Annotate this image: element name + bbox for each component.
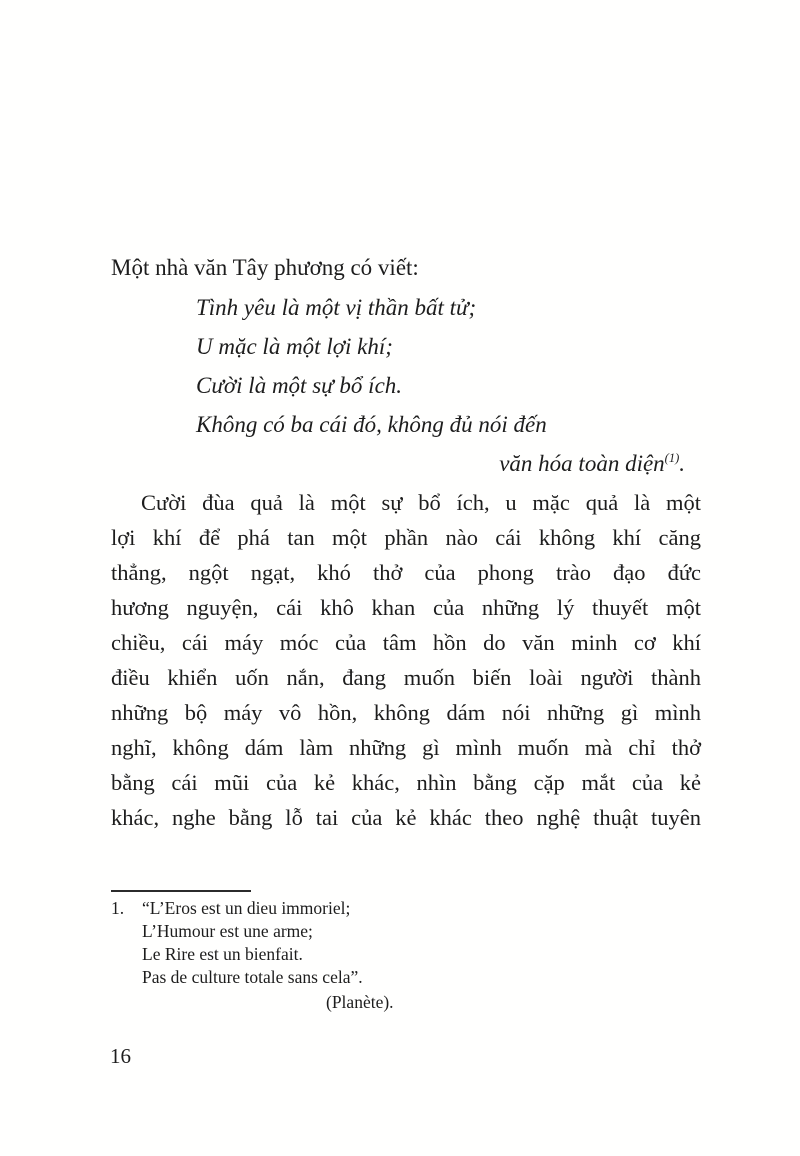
paragraph-line: điều khiển uốn nắn, đang muốn biến loài người thành (111, 665, 701, 690)
paragraph-line: Cười đùa quả là một sự bổ ích, u mặc quả là một (141, 490, 701, 515)
paragraph-line: chiều, cái máy móc của tâm hồn do văn minh cơ khí (111, 630, 701, 655)
quote-last-period: . (679, 451, 685, 476)
footnote-body (111, 897, 701, 1014)
quote-line: U mặc là một lợi khí; (196, 334, 393, 359)
footnote-divider (111, 890, 251, 892)
paragraph-line: nghĩ, không dám làm những gì mình muốn mà chỉ thở (111, 735, 701, 760)
footnote-line: Pas de culture totale sans cela”. (142, 967, 363, 987)
intro-line: Một nhà văn Tây phương có viết: (111, 255, 419, 280)
footnote-line: Le Rire est un bienfait. (142, 944, 303, 964)
quote-last-text: văn hóa toàn diện (499, 451, 665, 476)
footnote-attribution: (Planète). (326, 992, 394, 1012)
footnote-line: L’Humour est une arme; (142, 921, 313, 941)
quote-block (111, 288, 701, 483)
paragraph-line: bằng cái mũi của kẻ khác, nhìn bằng cặp mắt của kẻ (111, 770, 701, 795)
footnote-line: “L’Eros est un dieu immoriel; (142, 898, 351, 918)
body-paragraph (111, 485, 701, 835)
footnote-reference-marker: (1) (664, 451, 680, 465)
footnote-number: 1. (111, 898, 125, 918)
quote-line: Không có ba cái đó, không đủ nói đến (196, 412, 547, 437)
paragraph-line: thẳng, ngột ngạt, khó thở của phong trào đạo đức (111, 560, 701, 585)
quote-lines (111, 288, 701, 444)
quote-line: Cười là một sự bổ ích. (196, 373, 403, 398)
paragraph-line: những bộ máy vô hồn, không dám nói những gì mình (111, 700, 701, 725)
paragraph-line: lợi khí để phá tan một phần nào cái không khí căng (111, 525, 701, 550)
footnote-section (111, 890, 701, 1014)
page-content (111, 250, 701, 1014)
footnote-lines (142, 897, 701, 989)
paragraph-line: hương nguyện, cái khô khan của những lý thuyết một (111, 595, 701, 620)
quote-last-line (111, 444, 701, 483)
quote-line: Tình yêu là một vị thần bất tử; (196, 295, 477, 320)
page-number: 16 (110, 1044, 131, 1068)
paragraph-line: khác, nghe bằng lỗ tai của kẻ khác theo nghệ thuật tuyên (111, 805, 701, 830)
